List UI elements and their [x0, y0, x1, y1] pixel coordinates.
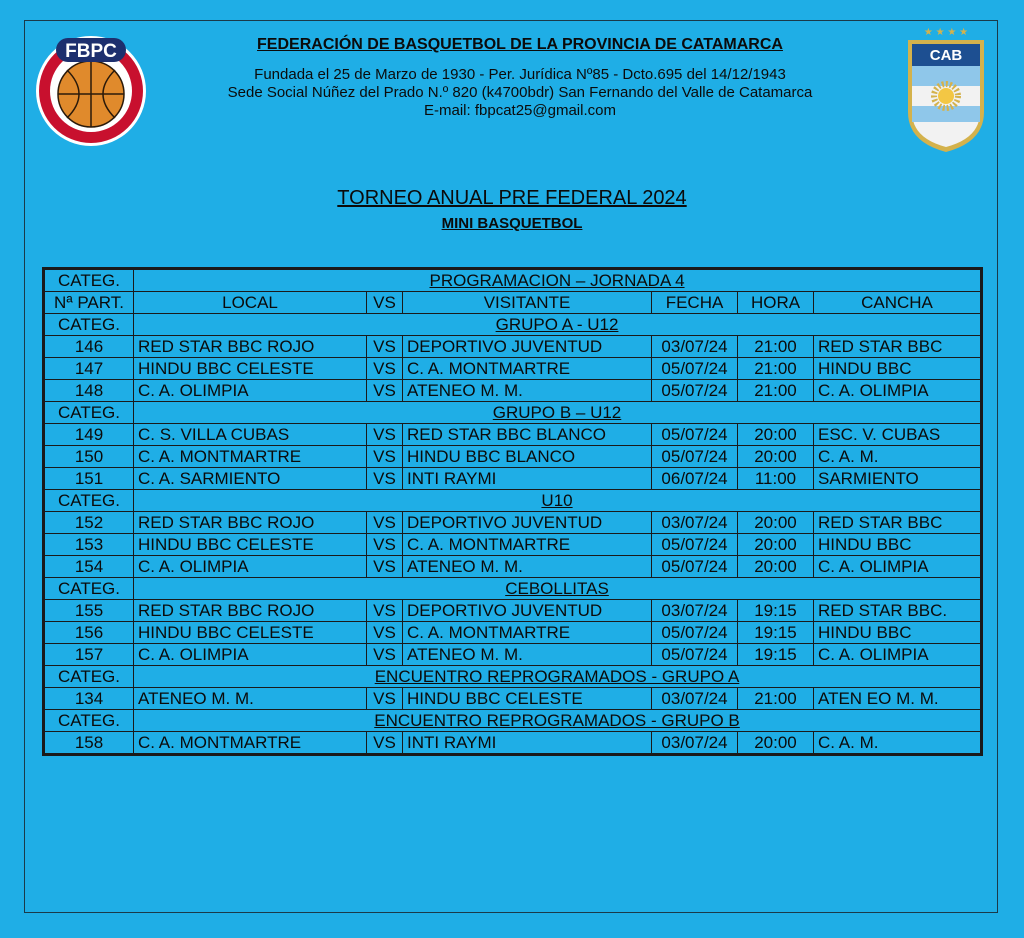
local-team: C. A. OLIMPIA	[134, 556, 367, 578]
court: HINDU BBC	[814, 622, 982, 644]
court: RED STAR BBC	[814, 512, 982, 534]
match-date: 05/07/24	[652, 380, 738, 402]
match-date: 03/07/24	[652, 512, 738, 534]
group-title: GRUPO A - U12	[134, 314, 982, 336]
visiting-team: ATENEO M. M.	[403, 380, 652, 402]
local-team: RED STAR BBC ROJO	[134, 600, 367, 622]
cab-logo-text: CAB	[929, 47, 963, 64]
group-header-row	[44, 666, 982, 688]
local-team: C. A. MONTMARTRE	[134, 732, 367, 755]
court: C. A. M.	[814, 732, 982, 755]
visiting-team: INTI RAYMI	[403, 732, 652, 755]
col-npart: Nª PART.	[44, 292, 134, 314]
local-team: C. S. VILLA CUBAS	[134, 424, 367, 446]
court: C. A. OLIMPIA	[814, 380, 982, 402]
categ-label: CATEG.	[44, 314, 134, 336]
group-title: U10	[134, 490, 982, 512]
table-row	[44, 336, 982, 358]
programacion-title: PROGRAMACION – JORNADA 4	[134, 269, 982, 292]
match-time: 21:00	[738, 358, 814, 380]
match-number: 158	[44, 732, 134, 755]
schedule-table	[42, 267, 983, 756]
local-team: ATENEO M. M.	[134, 688, 367, 710]
visiting-team: DEPORTIVO JUVENTUD	[403, 336, 652, 358]
match-time: 21:00	[738, 688, 814, 710]
table-row	[44, 688, 982, 710]
table-row	[44, 358, 982, 380]
court: ESC. V. CUBAS	[814, 424, 982, 446]
match-number: 154	[44, 556, 134, 578]
court: C. A. M.	[814, 446, 982, 468]
visiting-team: ATENEO M. M.	[403, 644, 652, 666]
match-date: 05/07/24	[652, 644, 738, 666]
group-header-row	[44, 578, 982, 600]
visiting-team: C. A. MONTMARTRE	[403, 622, 652, 644]
match-number: 150	[44, 446, 134, 468]
court: RED STAR BBC	[814, 336, 982, 358]
vs-label: VS	[367, 336, 403, 358]
match-date: 05/07/24	[652, 534, 738, 556]
categ-label: CATEG.	[44, 710, 134, 732]
column-header-row	[44, 292, 982, 314]
federation-title: FEDERACIÓN DE BASQUETBOL DE LA PROVINCIA DE CATAMARCA	[257, 36, 783, 53]
programacion-row	[44, 269, 982, 292]
match-number: 156	[44, 622, 134, 644]
categ-label: CATEG.	[44, 578, 134, 600]
local-team: C. A. OLIMPIA	[134, 644, 367, 666]
local-team: HINDU BBC CELESTE	[134, 358, 367, 380]
table-row	[44, 556, 982, 578]
visiting-team: ATENEO M. M.	[403, 556, 652, 578]
visiting-team: C. A. MONTMARTRE	[403, 534, 652, 556]
match-number: 157	[44, 644, 134, 666]
col-visitante: VISITANTE	[403, 292, 652, 314]
email-info: E-mail: fbpcat25@gmail.com	[424, 102, 616, 119]
vs-label: VS	[367, 688, 403, 710]
court: C. A. OLIMPIA	[814, 644, 982, 666]
vs-label: VS	[367, 556, 403, 578]
match-number: 153	[44, 534, 134, 556]
match-time: 19:15	[738, 600, 814, 622]
vs-label: VS	[367, 512, 403, 534]
match-time: 20:00	[738, 512, 814, 534]
match-number: 155	[44, 600, 134, 622]
col-cancha: CANCHA	[814, 292, 982, 314]
group-header-row	[44, 314, 982, 336]
svg-text:★ ★ ★ ★: ★ ★ ★ ★	[923, 27, 969, 38]
match-number: 147	[44, 358, 134, 380]
local-team: C. A. SARMIENTO	[134, 468, 367, 490]
vs-label: VS	[367, 600, 403, 622]
match-number: 149	[44, 424, 134, 446]
group-title: ENCUENTRO REPROGRAMADOS - GRUPO A	[134, 666, 982, 688]
table-row	[44, 534, 982, 556]
court: HINDU BBC	[814, 358, 982, 380]
col-fecha: FECHA	[652, 292, 738, 314]
local-team: RED STAR BBC ROJO	[134, 336, 367, 358]
group-header-row	[44, 490, 982, 512]
match-date: 03/07/24	[652, 688, 738, 710]
local-team: C. A. OLIMPIA	[134, 380, 367, 402]
vs-label: VS	[367, 534, 403, 556]
match-time: 20:00	[738, 534, 814, 556]
table-row	[44, 512, 982, 534]
categ-label: CATEG.	[44, 490, 134, 512]
match-time: 11:00	[738, 468, 814, 490]
match-time: 21:00	[738, 336, 814, 358]
categ-label: CATEG.	[44, 269, 134, 292]
match-date: 03/07/24	[652, 732, 738, 755]
match-number: 134	[44, 688, 134, 710]
visiting-team: DEPORTIVO JUVENTUD	[403, 512, 652, 534]
match-time: 20:00	[738, 446, 814, 468]
local-team: HINDU BBC CELESTE	[134, 622, 367, 644]
court: ATEN EO M. M.	[814, 688, 982, 710]
visiting-team: DEPORTIVO JUVENTUD	[403, 600, 652, 622]
table-row	[44, 644, 982, 666]
court: RED STAR BBC.	[814, 600, 982, 622]
vs-label: VS	[367, 468, 403, 490]
col-vs: VS	[367, 292, 403, 314]
table-row	[44, 732, 982, 755]
col-local: LOCAL	[134, 292, 367, 314]
categ-label: CATEG.	[44, 666, 134, 688]
match-date: 05/07/24	[652, 556, 738, 578]
table-row	[44, 622, 982, 644]
table-row	[44, 424, 982, 446]
table-row	[44, 446, 982, 468]
tournament-title: TORNEO ANUAL PRE FEDERAL 2024	[337, 187, 687, 209]
vs-label: VS	[367, 622, 403, 644]
court: SARMIENTO	[814, 468, 982, 490]
match-date: 05/07/24	[652, 446, 738, 468]
cab-logo	[902, 24, 990, 154]
match-number: 148	[44, 380, 134, 402]
visiting-team: C. A. MONTMARTRE	[403, 358, 652, 380]
local-team: RED STAR BBC ROJO	[134, 512, 367, 534]
table-row	[44, 380, 982, 402]
vs-label: VS	[367, 358, 403, 380]
vs-label: VS	[367, 424, 403, 446]
match-number: 151	[44, 468, 134, 490]
visiting-team: RED STAR BBC BLANCO	[403, 424, 652, 446]
address-info: Sede Social Núñez del Prado N.º 820 (k4700bdr) San Fernando del Valle de Catamarca	[227, 84, 813, 101]
match-number: 146	[44, 336, 134, 358]
match-date: 05/07/24	[652, 622, 738, 644]
vs-label: VS	[367, 732, 403, 755]
group-title: CEBOLLITAS	[134, 578, 982, 600]
table-row	[44, 468, 982, 490]
group-header-row	[44, 710, 982, 732]
visiting-team: INTI RAYMI	[403, 468, 652, 490]
vs-label: VS	[367, 380, 403, 402]
match-date: 06/07/24	[652, 468, 738, 490]
col-hora: HORA	[738, 292, 814, 314]
local-team: C. A. MONTMARTRE	[134, 446, 367, 468]
categ-label: CATEG.	[44, 402, 134, 424]
match-time: 20:00	[738, 556, 814, 578]
table-row	[44, 600, 982, 622]
local-team: HINDU BBC CELESTE	[134, 534, 367, 556]
fbpc-logo-text: FBPC	[65, 41, 117, 62]
group-title: GRUPO B – U12	[134, 402, 982, 424]
founding-info: Fundada el 25 de Marzo de 1930 - Per. Jurídica Nº85 - Dcto.695 del 14/12/1943	[254, 66, 786, 83]
match-date: 03/07/24	[652, 600, 738, 622]
group-title: ENCUENTRO REPROGRAMADOS - GRUPO B	[134, 710, 982, 732]
court: C. A. OLIMPIA	[814, 556, 982, 578]
match-time: 21:00	[738, 380, 814, 402]
fbpc-logo	[34, 34, 148, 148]
group-header-row	[44, 402, 982, 424]
tournament-subtitle: MINI BASQUETBOL	[441, 215, 583, 232]
match-time: 19:15	[738, 622, 814, 644]
match-number: 152	[44, 512, 134, 534]
vs-label: VS	[367, 446, 403, 468]
court: HINDU BBC	[814, 534, 982, 556]
match-time: 19:15	[738, 644, 814, 666]
match-date: 05/07/24	[652, 424, 738, 446]
match-time: 20:00	[738, 732, 814, 755]
match-time: 20:00	[738, 424, 814, 446]
visiting-team: HINDU BBC BLANCO	[403, 446, 652, 468]
match-date: 03/07/24	[652, 336, 738, 358]
visiting-team: HINDU BBC CELESTE	[403, 688, 652, 710]
match-date: 05/07/24	[652, 358, 738, 380]
vs-label: VS	[367, 644, 403, 666]
